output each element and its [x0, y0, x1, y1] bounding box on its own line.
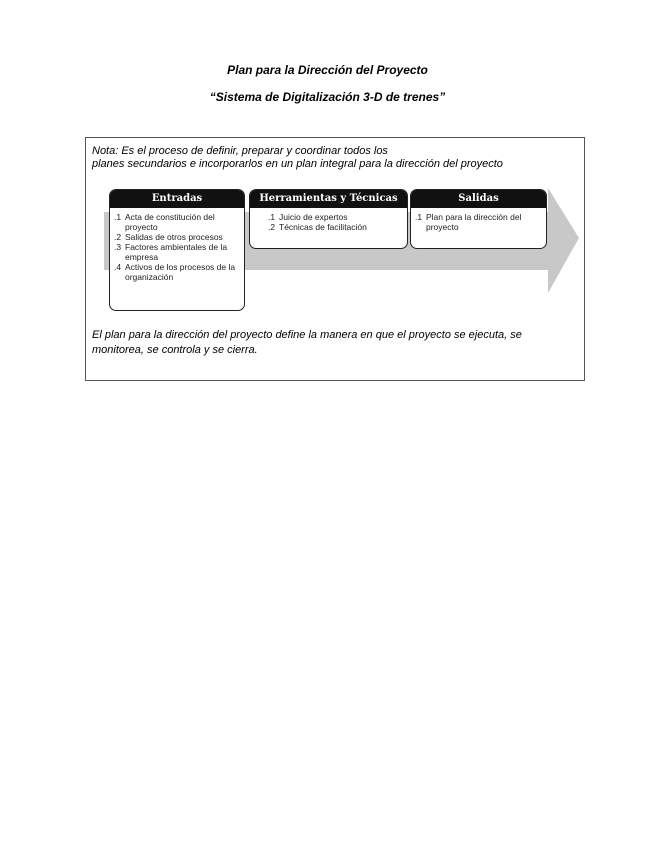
item-text: Técnicas de facilitación	[279, 222, 367, 232]
tools-header: Herramientas y Técnicas	[250, 190, 407, 208]
item-text: Juicio de expertos	[279, 212, 348, 222]
item-text: Acta de constitución del proyecto	[125, 212, 215, 232]
item-text: Plan para la dirección del proyecto	[426, 212, 522, 232]
inputs-header: Entradas	[110, 190, 244, 208]
item-number: .2	[268, 222, 276, 232]
tools-panel	[249, 189, 408, 249]
item-number: .1	[114, 212, 122, 222]
item-number: .1	[415, 212, 423, 222]
document-subtitle: “Sistema de Digitalización 3-D de trenes”	[209, 90, 446, 104]
item-number: .1	[268, 212, 276, 222]
document-title: Plan para la Dirección del Proyecto	[227, 63, 428, 77]
item-number: .4	[114, 262, 122, 272]
item-text: Salidas de otros procesos	[125, 232, 223, 242]
inputs-list	[110, 208, 244, 282]
list-item	[114, 212, 240, 232]
inputs-panel	[109, 189, 245, 311]
item-text: Activos de los procesos de la organización	[125, 262, 236, 282]
note-text-line1: Nota: Es el proceso de definir, preparar y coordinar todos los	[92, 145, 388, 157]
outputs-panel	[410, 189, 547, 249]
list-item	[114, 242, 240, 262]
process-summary: El plan para la dirección del proyecto define la manera en que el proyecto se ejecuta, se monitorea, se controla y se cierra.	[92, 329, 522, 356]
item-number: .3	[114, 242, 122, 252]
item-text: Factores ambientales de la empresa	[125, 242, 228, 262]
note-text-line2: planes secundarios e incorporarlos en un plan integral para la dirección del proyecto	[92, 158, 503, 170]
list-item	[114, 262, 240, 282]
process-note-box	[85, 137, 585, 381]
list-item	[268, 222, 403, 232]
item-number: .2	[114, 232, 122, 242]
list-item	[268, 212, 403, 222]
outputs-header: Salidas	[411, 190, 546, 208]
list-item	[114, 232, 240, 242]
list-item	[415, 212, 542, 232]
tools-list	[250, 208, 407, 232]
outputs-list	[411, 208, 546, 232]
